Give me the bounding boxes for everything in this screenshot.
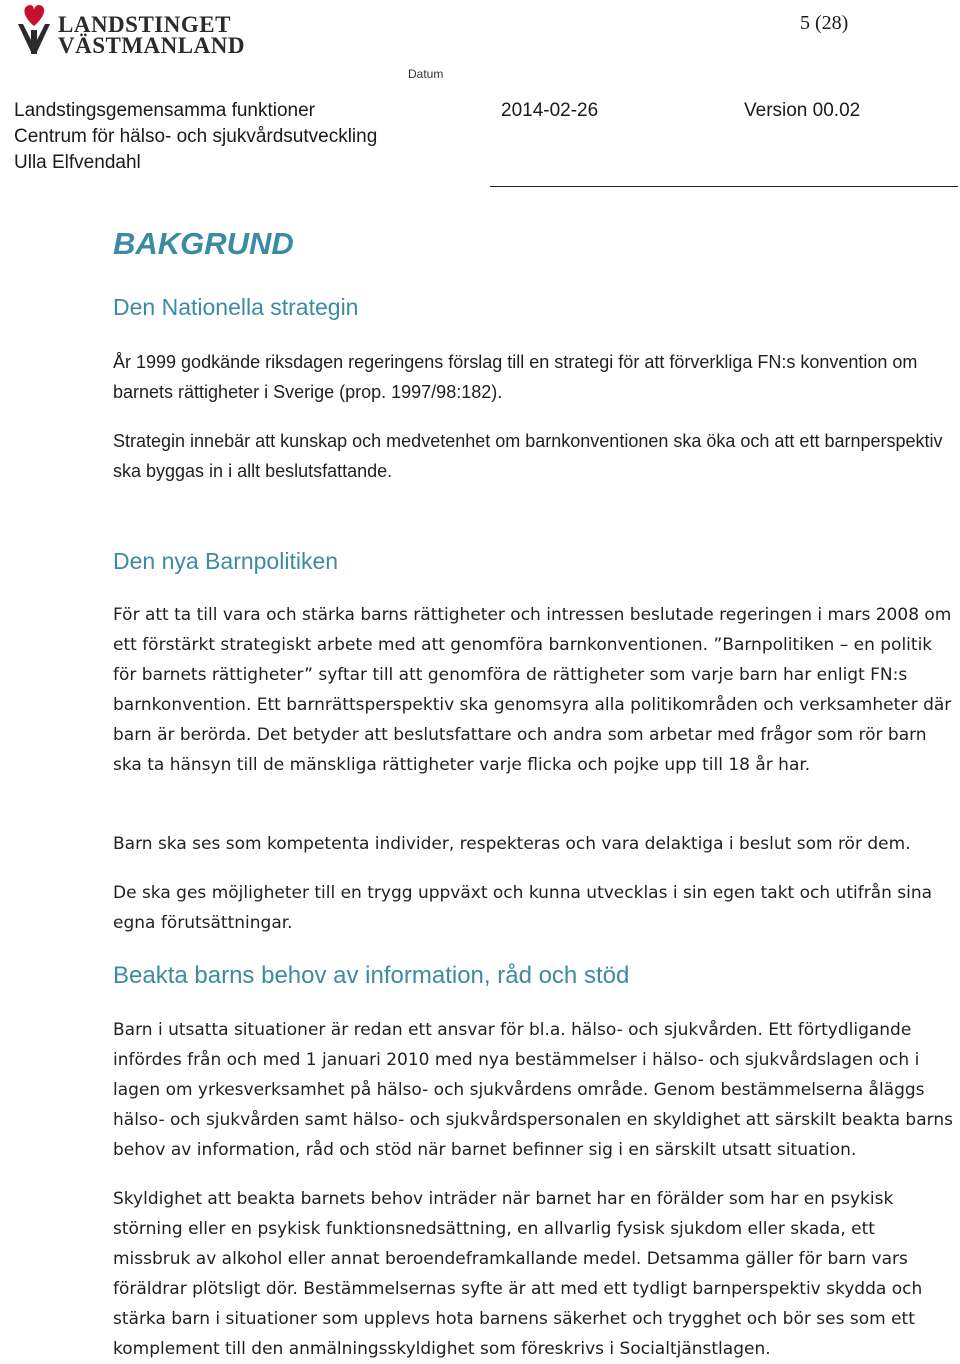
datum-label: Datum xyxy=(408,67,444,81)
logo-emblem-icon xyxy=(14,2,58,58)
paragraph-child-policy-1: För att ta till vara och stärka barns rättigheter och intressen beslutade regeringen i mars 2008 om ett förstärkt strategiskt arbete med att genomföra barnkonventionen. ”Barnpolitiken – en politik för barnets rättigheter” syftar till att genomföra de rättigheter som varje barn har enligt FN:s barnkonvention. Ett barnrättsperspektiv ska genomsyra alla politikområden och verksamheter där barn är berörda. Det betyder att beslutsfattare och andra som arbetar med frågor som rör barn ska ta hänsyn till de mänskliga rättigheter varje flicka och pojke upp till 18 år har. xyxy=(113,605,952,775)
section-heading-child-policy: Den nya Barnpolitiken xyxy=(113,548,339,574)
paragraph-strategy-1: År 1999 godkände riksdagen regeringens förslag till en strategi för att förverkliga FN:s konvention om barnets rättigheter i Sverige (prop. 1997/98:182). xyxy=(113,352,918,402)
organization-logo xyxy=(14,2,245,58)
paragraph-strategy-2: Strategin innebär att kunskap och medvetenhet om barnkonventionen ska öka och att ett barnperspektiv ska byggas in i allt beslutsfattande. xyxy=(113,431,943,481)
header-department: Centrum för hälso- och sjukvårdsutveckling xyxy=(14,126,378,147)
page-title: BAKGRUND xyxy=(113,226,294,261)
header-author: Ulla Elfvendahl xyxy=(14,152,141,173)
header-divider xyxy=(490,186,958,187)
logo-text-line2: VÄSTMANLAND xyxy=(58,33,245,58)
paragraph-information-needs-1: Barn i utsatta situationer är redan ett ansvar för bl.a. hälso- och sjukvården. Ett förtydligande infördes från och med 1 januari 2010 med nya bestämmelser i hälso- och sjukvårdslagen och i lagen om yrkesverksamhet på hälso- och sjukvårdens område. Genom bestämmelserna åläggs hälso- och sjukvården samt hälso- och sjukvårdspersonalen en skyldighet att särskilt beakta barns behov av information, råd och stöd när barnet befinner sig i en särskilt utsatt situation. xyxy=(113,1020,953,1160)
paragraph-child-policy-2: Barn ska ses som kompetenta individer, respekteras och vara delaktiga i beslut som rör dem. xyxy=(113,834,911,854)
header-organization: Landstingsgemensamma funktioner xyxy=(14,100,316,121)
paragraph-information-needs-2: Skyldighet att beakta barnets behov inträder när barnet har en förälder som har en psykisk störning eller en psykisk funktionsnedsättning, en allvarlig fysisk sjukdom eller skada, ett missbruk av alkohol eller annat beroendeframkallande medel. Detsamma gäller för barn vars föräldrar plötsligt dör. Bestämmelsernas syfte är att med ett tydligt barnperspektiv skydda och stärka barn i situationer som upplevs hota barnens säkerhet och trygghet och bör ses som ett komplement till den anmälningsskyldighet som föreskrivs i Socialtjänstlagen. xyxy=(113,1189,923,1359)
paragraph-child-policy-3: De ska ges möjligheter till en trygg uppväxt och kunna utvecklas i sin egen takt och utifrån sina egna förutsättningar. xyxy=(113,883,933,933)
page-number: 5 (28) xyxy=(800,12,849,34)
logo-text-line1: LANDSTINGET xyxy=(58,12,231,37)
section-heading-strategy: Den Nationella strategin xyxy=(113,294,359,320)
header-version: Version 00.02 xyxy=(744,100,861,121)
section-heading-information-needs: Beakta barns behov av information, råd och stöd xyxy=(113,962,630,989)
header-date: 2014-02-26 xyxy=(501,100,599,121)
